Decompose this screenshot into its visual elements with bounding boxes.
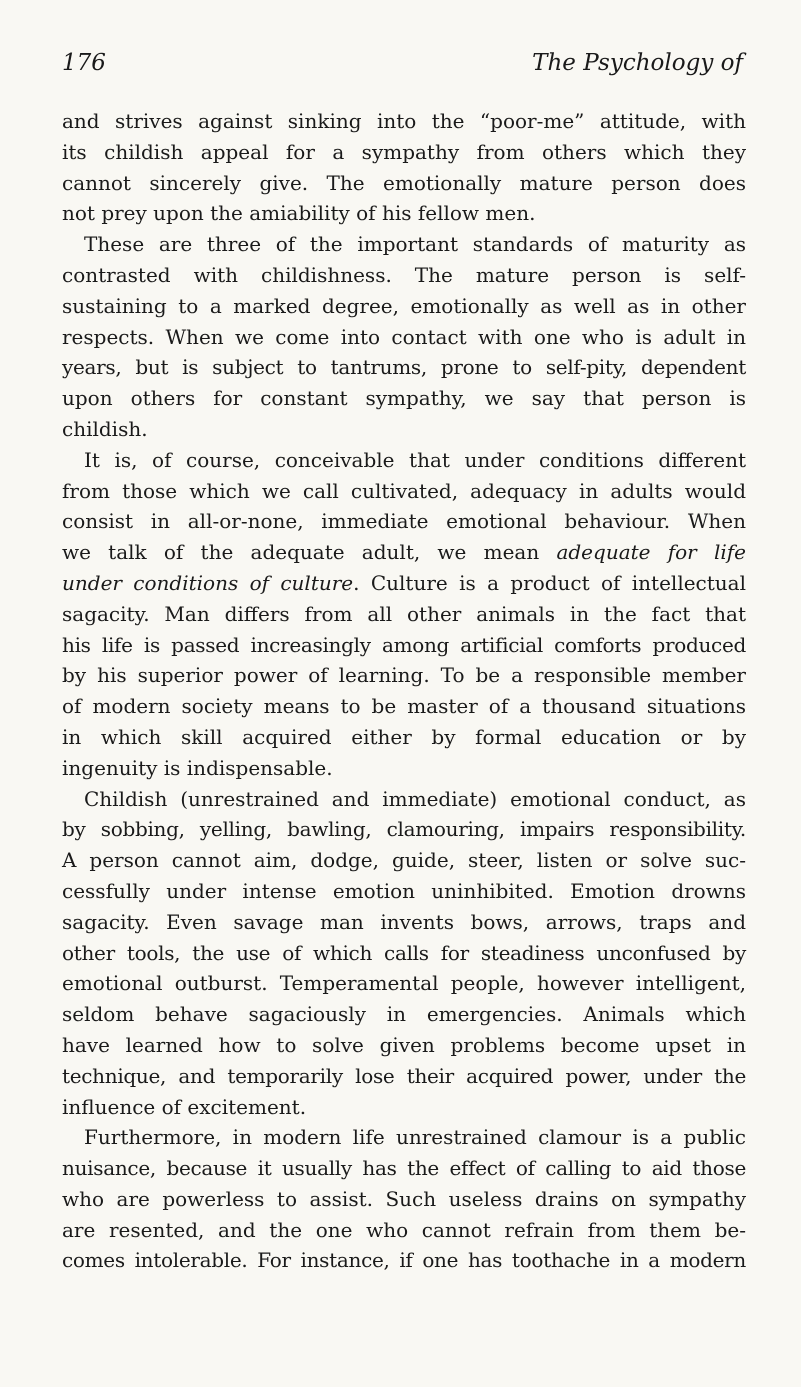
italic-phrase: under conditions of culture [62, 570, 354, 595]
text-line: influence of excitement. [62, 1094, 307, 1119]
text-line: of modern society means to be master of a thousand situations [62, 694, 746, 719]
text-line: from those which we call cultivated, adequacy in adults would [62, 478, 746, 503]
text-line: who are powerless to assist. Such useless drains on sympathy [62, 1186, 746, 1211]
text-line: years, but is subject to tantrums, prone to self-pity, dependent [62, 355, 746, 380]
text-line: It is, of course, conceivable that under conditions different [84, 447, 746, 472]
page-number: 176 [62, 50, 106, 76]
text-line: ingenuity is indispensable. [62, 755, 333, 780]
text-line: sagacity. Even savage man invents bows, arrows, traps and [62, 909, 746, 934]
text-line: These are three of the important standards of maturity as [84, 232, 746, 257]
text-line: and strives against sinking into the “poor-me” attitude, with [62, 109, 746, 133]
running-title: The Psychology of [532, 50, 743, 76]
text-line: consist in all-or-none, immediate emotional behaviour. When [62, 509, 746, 534]
line-roman: . Culture is a product of intellectual [353, 570, 747, 595]
line-roman: we talk of the adequate adult, we mean [62, 540, 557, 565]
text-line: his life is passed increasingly among artificial comforts produced [62, 632, 746, 657]
text-line: childish. [62, 416, 148, 441]
text-line: cessfully under intense emotion uninhibited. Emotion drowns [62, 878, 746, 903]
text-line: cannot sincerely give. The emotionally mature person does [62, 170, 746, 195]
text-line: sustaining to a marked degree, emotionally as well as in other [62, 293, 746, 318]
body-text [62, 106, 746, 1276]
text-line: by his superior power of learning. To be a responsible member [62, 663, 746, 688]
text-line: nuisance, because it usually has the effect of calling to aid those [62, 1156, 746, 1181]
text-line: seldom behave sagaciously in emergencies. Animals which [62, 1002, 746, 1027]
text-line: its childish appeal for a sympathy from others which they [62, 139, 746, 164]
text-line: Childish (unrestrained and immediate) emotional conduct, as [84, 786, 746, 811]
italic-phrase: adequate for life [556, 540, 746, 565]
text-line: technique, and temporarily lose their acquired power, under the [62, 1063, 746, 1088]
text-line: are resented, and the one who cannot refrain from them be- [62, 1217, 746, 1242]
text-line: by sobbing, yelling, bawling, clamouring, impairs responsibility. [62, 817, 746, 842]
text-line: contrasted with childishness. The mature person is self- [62, 262, 746, 287]
running-head [62, 50, 743, 90]
text-line [62, 568, 746, 599]
text-line: respects. When we come into contact with one who is adult in [62, 324, 746, 349]
text-line [62, 537, 746, 568]
text-line: have learned how to solve given problems become upset in [62, 1032, 746, 1057]
text-line: A person cannot aim, dodge, guide, steer, listen or solve suc- [62, 848, 746, 873]
text-line: sagacity. Man differs from all other animals in the fact that [62, 601, 746, 626]
text-line: not prey upon the amiability of his fellow men. [62, 201, 536, 226]
text-line: in which skill acquired either by formal education or by [62, 724, 746, 749]
text-line: emotional outburst. Temperamental people, however intelligent, [62, 971, 746, 996]
text-line: other tools, the use of which calls for steadiness unconfused by [62, 940, 746, 965]
text-line: Furthermore, in modern life unrestrained clamour is a public [84, 1125, 746, 1150]
text-line: upon others for constant sympathy, we say that person is [62, 386, 746, 411]
text-line: comes intolerable. For instance, if one has toothache in a modern [62, 1248, 746, 1273]
